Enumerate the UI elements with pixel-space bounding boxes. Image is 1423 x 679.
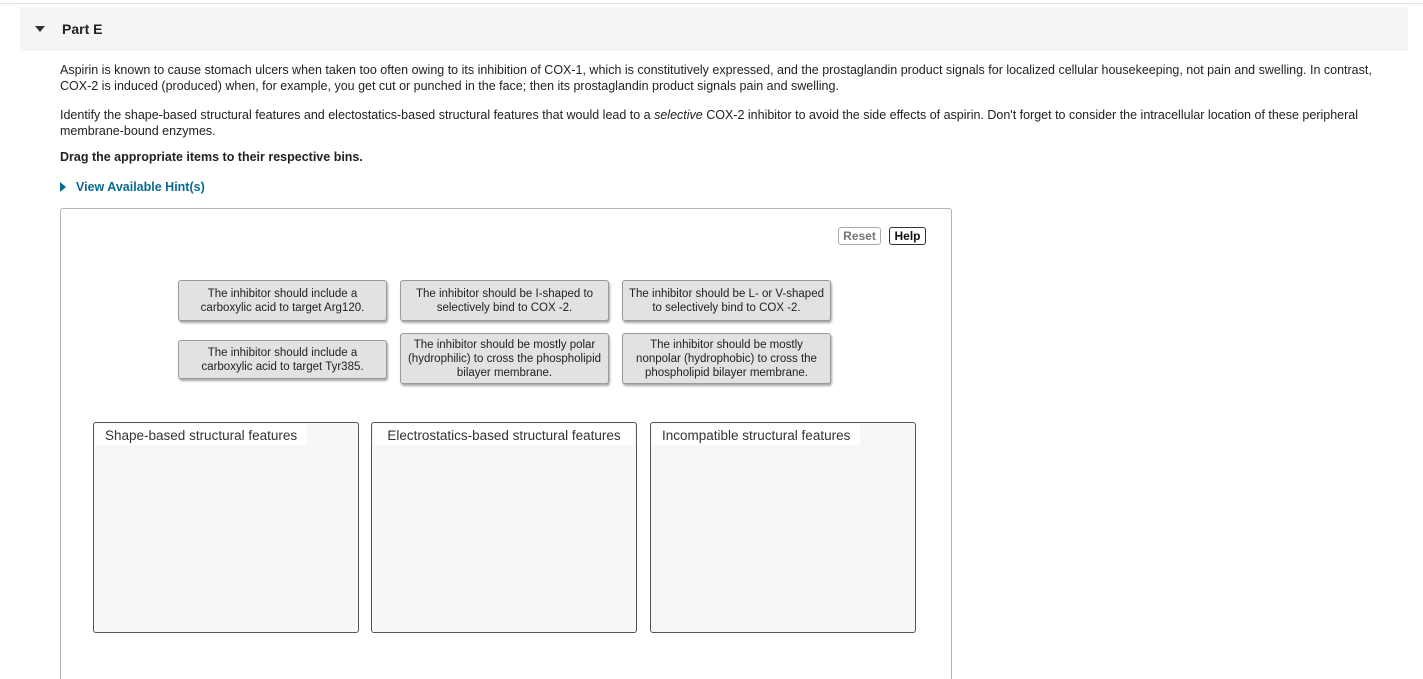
part-header[interactable]	[20, 7, 1408, 51]
draggable-tile[interactable]: The inhibitor should be I-shaped to selectively bind to COX -2.	[400, 280, 609, 321]
view-hints-link[interactable]	[60, 179, 205, 195]
view-hints-label[interactable]: View Available Hint(s)	[76, 180, 205, 194]
bin-electrostatics-based[interactable]	[371, 422, 637, 633]
bin-shape-based[interactable]	[93, 422, 359, 633]
task-text-emphasis: selective	[654, 108, 703, 122]
draggable-tile[interactable]: The inhibitor should include a carboxylic acid to target Tyr385.	[178, 340, 387, 379]
instruction-text: Drag the appropriate items to their respective bins.	[60, 150, 363, 164]
drag-drop-workspace	[60, 208, 952, 679]
intro-paragraph: Aspirin is known to cause stomach ulcers when taken too often owing to its inhibition of COX-1, which is constitutively expressed, and the prostaglandin product signals for localized cellular housekeeping, not pain and swelling. In contrast, COX-2 is induced (produced) when, for example, you get cut or punched in the face; then its prostaglandin product signals pain and swelling.	[60, 63, 1372, 93]
part-title: Part E	[62, 21, 103, 37]
bin-incompatible[interactable]	[650, 422, 916, 633]
bin-title: Electrostatics-based structural features	[373, 424, 635, 445]
draggable-tile[interactable]: The inhibitor should be L- or V-shaped to selectively bind to COX -2.	[622, 280, 831, 321]
task-text-end: COX-2 inhibitor to avoid the side effects of aspirin. Don't forget to consider the intracellular location of these peripheral membrane-bound enzymes.	[60, 108, 1359, 138]
bin-title: Incompatible structural features	[652, 424, 860, 445]
task-paragraph	[60, 107, 1380, 139]
task-text-start: Identify the shape-based structural features and electostatics-based structural features that would lead to a	[60, 108, 655, 122]
bin-title: Shape-based structural features	[95, 424, 307, 445]
top-divider	[0, 3, 1423, 4]
draggable-tile[interactable]: The inhibitor should include a carboxylic acid to target Arg120.	[178, 280, 387, 321]
reset-button[interactable]: Reset	[838, 227, 881, 245]
help-button[interactable]: Help	[889, 227, 926, 245]
caret-right-icon[interactable]	[60, 182, 66, 192]
draggable-tile[interactable]: The inhibitor should be mostly polar (hydrophilic) to cross the phospholipid bilayer membrane.	[400, 333, 609, 384]
draggable-tile[interactable]: The inhibitor should be mostly nonpolar (hydrophobic) to cross the phospholipid bilayer membrane.	[622, 333, 831, 384]
caret-down-icon[interactable]	[35, 26, 45, 32]
